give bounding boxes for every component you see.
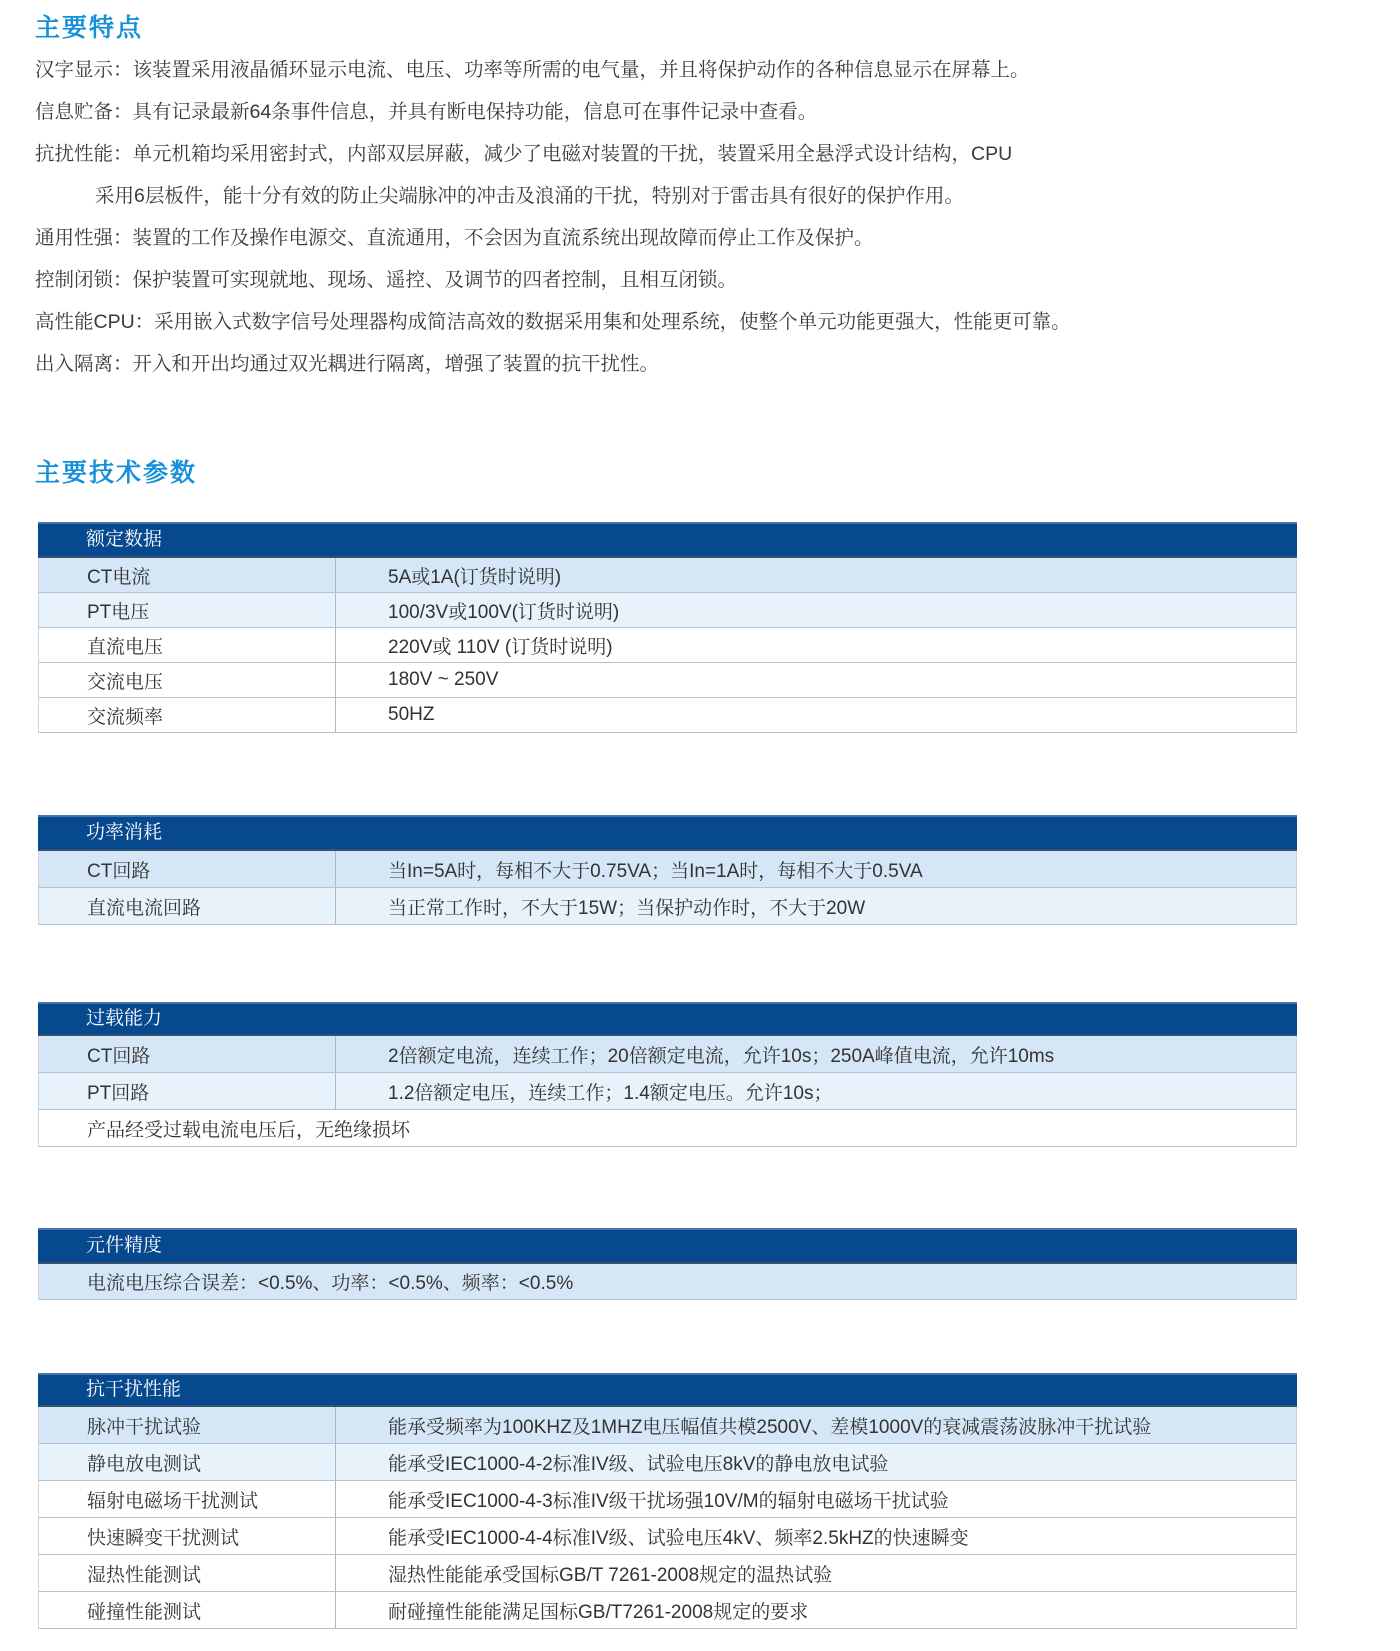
table-label-cell: 碰撞性能测试: [39, 1592, 336, 1628]
table-row: [38, 698, 1297, 733]
features-section-title: 主要特点: [35, 14, 144, 42]
feature-line: 高性能CPU：采用嵌入式数字信号处理器构成简洁高效的数据采用集和处理系统，使整个单元功能更强大，性能更可靠。: [35, 311, 1071, 333]
feature-line: 汉字显示：该装置采用液晶循环显示电流、电压、功率等所需的电气量，并且将保护动作的各种信息显示在屏幕上。: [35, 59, 1030, 81]
table-row: [38, 851, 1297, 888]
table-row: [38, 1073, 1297, 1110]
table-row: [38, 888, 1297, 925]
params-section-title: 主要技术参数: [35, 459, 198, 487]
table-label-cell: 直流电压: [39, 628, 336, 662]
table-label-cell: CT电流: [39, 558, 336, 592]
table-row: [38, 1036, 1297, 1073]
table-section-header: 额定数据: [38, 522, 1297, 558]
table-value-cell: 220V或 110V (订货时说明): [388, 636, 613, 658]
table-row: [38, 1444, 1297, 1481]
table-power-consumption: [38, 815, 1297, 925]
table-row: [38, 1110, 1297, 1147]
table-rated-data: [38, 522, 1297, 733]
feature-line: 采用6层板件，能十分有效的防止尖端脉冲的冲击及浪涌的干扰，特别对于雷击具有很好的保护作用。: [95, 185, 964, 207]
table-row: [38, 1518, 1297, 1555]
table-full-cell: 电流电压综合误差：<0.5%、功率：<0.5%、频率：<0.5%: [87, 1273, 574, 1294]
table-value-cell: 能承受频率为100KHZ及1MHZ电压幅值共模2500V、差模1000V的衰减震荡波脉冲干扰试验: [388, 1416, 1152, 1438]
table-value-cell: 2倍额定电流，连续工作；20倍额定电流，允许10s；250A峰值电流，允许10ms: [388, 1045, 1055, 1067]
table-component-precision: [38, 1228, 1297, 1300]
table-overload-capacity: [38, 1002, 1297, 1147]
table-label-cell: 静电放电测试: [39, 1444, 336, 1480]
table-value-cell: 能承受IEC1000-4-4标准IV级、试验电压4kV、频率2.5kHZ的快速瞬变: [388, 1527, 969, 1549]
table-row: [38, 1481, 1297, 1518]
table-label-cell: 辐射电磁场干扰测试: [39, 1481, 336, 1517]
feature-line: 控制闭锁：保护装置可实现就地、现场、遥控、及调节的四者控制，且相互闭锁。: [35, 269, 738, 291]
table-row: [38, 558, 1297, 593]
table-label-cell: CT回路: [39, 1036, 336, 1072]
table-value-cell: 能承受IEC1000-4-3标准IV级干扰场强10V/M的辐射电磁场干扰试验: [388, 1490, 949, 1512]
table-label-cell: CT回路: [39, 851, 336, 887]
table-label-cell: 湿热性能测试: [39, 1555, 336, 1591]
table-value-cell: 耐碰撞性能能满足国标GB/T7261-2008规定的要求: [388, 1601, 809, 1623]
table-anti-interference: [38, 1373, 1297, 1629]
table-label-cell: PT电压: [39, 593, 336, 627]
feature-line: 抗扰性能：单元机箱均采用密封式，内部双层屏蔽，减少了电磁对装置的干扰，装置采用全悬浮式设计结构，CPU: [35, 143, 1013, 165]
table-label-cell: 交流电压: [39, 663, 336, 697]
feature-line: 信息贮备：具有记录最新64条事件信息，并具有断电保持功能，信息可在事件记录中查看。: [35, 101, 818, 123]
table-section-header: 功率消耗: [38, 815, 1297, 851]
table-row: [38, 1592, 1297, 1629]
feature-line: 通用性强：装置的工作及操作电源交、直流通用，不会因为直流系统出现故障而停止工作及保护。: [35, 227, 874, 249]
table-section-header: 抗干扰性能: [38, 1373, 1297, 1407]
table-label-cell: 脉冲干扰试验: [39, 1407, 336, 1443]
table-label-cell: 直流电流回路: [39, 888, 336, 924]
table-row: [38, 1264, 1297, 1300]
table-label-cell: 快速瞬变干扰测试: [39, 1518, 336, 1554]
table-value-cell: 100/3V或100V(订货时说明): [388, 601, 620, 623]
table-value-cell: 1.2倍额定电压，连续工作；1.4额定电压。允许10s；: [388, 1082, 833, 1104]
table-value-cell: 5A或1A(订货时说明): [388, 566, 562, 588]
table-value-cell: 当正常工作时，不大于15W；当保护动作时，不大于20W: [388, 897, 866, 919]
table-section-header: 过载能力: [38, 1002, 1297, 1036]
table-value-cell: 50HZ: [388, 704, 435, 725]
table-value-cell: 湿热性能能承受国标GB/T 7261-2008规定的温热试验: [388, 1564, 833, 1586]
table-section-header: 元件精度: [38, 1228, 1297, 1264]
table-value-cell: 180V ~ 250V: [388, 669, 499, 690]
features-list: [35, 49, 1365, 385]
table-row: [38, 1555, 1297, 1592]
table-row: [38, 593, 1297, 628]
table-full-cell: 产品经受过载电流电压后，无绝缘损坏: [87, 1119, 411, 1141]
table-row: [38, 628, 1297, 663]
table-row: [38, 1407, 1297, 1444]
table-label-cell: PT回路: [39, 1073, 336, 1109]
table-row: [38, 663, 1297, 698]
table-value-cell: 当In=5A时，每相不大于0.75VA；当In=1A时，每相不大于0.5VA: [388, 860, 923, 882]
table-value-cell: 能承受IEC1000-4-2标准IV级、试验电压8kV的静电放电试验: [388, 1453, 889, 1475]
feature-line: 出入隔离：开入和开出均通过双光耦进行隔离，增强了装置的抗干扰性。: [35, 353, 660, 375]
table-label-cell: 交流频率: [39, 698, 336, 732]
